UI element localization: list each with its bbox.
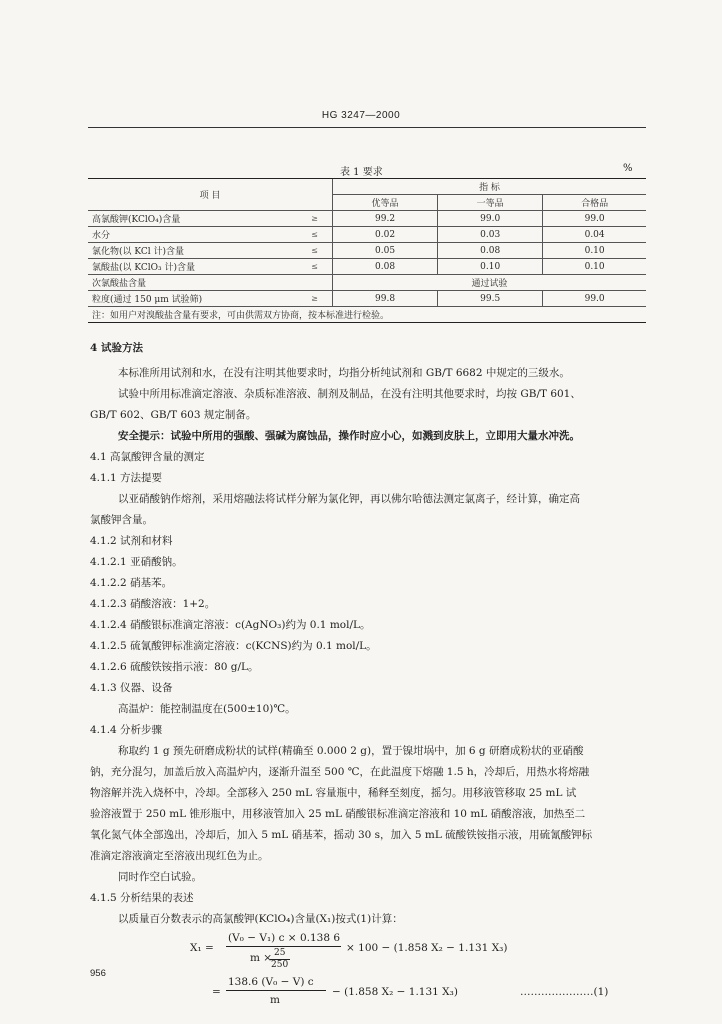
- grade-2: 一等品: [438, 195, 543, 211]
- table-note: 注：如用户对溴酸盐含量有要求，可由供需双方协商，按本标准进行检验。: [88, 307, 646, 323]
- fraction-line: [226, 946, 341, 947]
- section-heading: 4.1.4 分析步骤: [90, 724, 163, 736]
- grade-3: 合格品: [543, 195, 646, 211]
- equation-equals: =: [212, 986, 221, 998]
- row-value: 0.08: [333, 259, 438, 275]
- section-heading: 4.1.3 仪器、设备: [90, 682, 173, 694]
- equation-lhs: X₁ =: [190, 942, 214, 954]
- fraction-line: [226, 990, 326, 991]
- table-unit: %: [623, 163, 633, 174]
- safety-note: 安全提示：试验中所用的强酸、强碱为腐蚀品，操作时应小心，如溅到皮肤上，立即用大量水冲洗。: [118, 430, 580, 442]
- paragraph: 同时作空白试验。: [118, 871, 202, 883]
- paragraph: 以亚硝酸钠作熔剂，采用熔融法将试样分解为氯化钾，再以佛尔哈德法测定氯离子，经计算，确定高: [118, 493, 580, 505]
- row-value: 99.2: [333, 211, 438, 227]
- row-value: 0.02: [333, 227, 438, 243]
- section-heading: 4.1.2 试剂和材料: [90, 535, 173, 547]
- row-value: 0.05: [333, 243, 438, 259]
- page-number: 956: [90, 968, 106, 979]
- grade-1: 优等品: [333, 195, 438, 211]
- row-symbol: [297, 275, 333, 291]
- header-rule: [88, 127, 646, 128]
- equation-number: …………………(1): [520, 986, 609, 998]
- equation-rest: − (1.858 X₂ − 1.131 X₃): [332, 986, 458, 998]
- section-heading: 4.1.1 方法提要: [90, 472, 163, 484]
- equation-numerator: (V₀ − V₁) c × 0.138 6: [228, 932, 341, 944]
- row-value: 0.10: [543, 243, 646, 259]
- row-item: 水分: [88, 227, 297, 243]
- standard-header: HG 3247—2000: [321, 110, 401, 121]
- section-4-heading: 4 试验方法: [90, 342, 143, 354]
- section-heading: 4.1 高氯酸钾含量的测定: [90, 451, 205, 463]
- equation-rest: × 100 − (1.858 X₂ − 1.131 X₃): [346, 942, 508, 954]
- paragraph: 高温炉：能控制温度在(500±10)℃。: [118, 703, 296, 715]
- requirements-table: [88, 178, 646, 323]
- table-row: [88, 211, 646, 227]
- row-value: 99.0: [543, 291, 646, 307]
- paragraph: 本标准所用试剂和水，在没有注明其他要求时，均指分析纯试剂和 GB/T 6682 中规定的三级水。: [118, 367, 570, 379]
- table-row: [88, 291, 646, 307]
- list-item: 4.1.2.6 硫酸铁铵指示液：80 g/L。: [90, 661, 259, 673]
- equation-denominator-num: 25: [274, 948, 286, 958]
- paragraph: 氧化氮气体全部逸出，冷却后，加入 5 mL 硝基苯，摇动 30 s，加入 5 mL 硫酸铁铵指示液，用硫氰酸钾标: [90, 829, 593, 841]
- row-value: 99.8: [333, 291, 438, 307]
- row-symbol: ≤: [297, 243, 333, 259]
- row-value: 0.03: [438, 227, 543, 243]
- row-value: 99.0: [543, 211, 646, 227]
- list-item: 4.1.2.5 硫氰酸钾标准滴定溶液：c(KCNS)约为 0.1 mol/L。: [90, 640, 377, 652]
- row-symbol: ≥: [297, 291, 333, 307]
- equation-denominator-den: 250: [271, 960, 289, 970]
- table-title: 表 1 要求: [340, 167, 383, 178]
- row-value: 0.10: [543, 259, 646, 275]
- row-merged-value: 通过试验: [333, 275, 647, 291]
- paragraph: 准滴定溶液滴定至溶液出现红色为止。: [90, 850, 269, 862]
- row-item: 氯酸盐(以 KClO₃ 计)含量: [88, 259, 297, 275]
- row-item: 高氯酸钾(KClO₄)含量: [88, 211, 297, 227]
- row-value: 99.0: [438, 211, 543, 227]
- list-item: 4.1.2.1 亚硝酸钠。: [90, 556, 183, 568]
- table-row: [88, 275, 646, 291]
- list-item: 4.1.2.2 硝基苯。: [90, 577, 173, 589]
- row-value: 0.04: [543, 227, 646, 243]
- paragraph: 物溶解并洗入烧杯中，冷却。全部移入 250 mL 容量瓶中，稀释至刻度，摇匀。用移液管移取 25 mL 试: [90, 787, 577, 799]
- paragraph: 以质量百分数表示的高氯酸钾(KClO₄)含量(X₁)按式(1)计算：: [118, 913, 403, 925]
- paragraph: 称取约 1 g 预先研磨成粉状的试样(精确至 0.000 2 g)，置于镍坩埚中，加 6 g 研磨成粉状的亚硝酸: [118, 745, 584, 757]
- row-symbol: ≤: [297, 259, 333, 275]
- list-item: 4.1.2.4 硝酸银标准滴定溶液：c(AgNO₃)约为 0.1 mol/L。: [90, 619, 371, 631]
- header-item: 项 目: [88, 179, 333, 211]
- row-item: 粒度(通过 150 μm 试验筛): [88, 291, 297, 307]
- paragraph: 试验中所用标准滴定溶液、杂质标准溶液、制剂及制品，在没有注明其他要求时，均按 GB/T 601、: [118, 388, 581, 400]
- table-note-row: [88, 307, 646, 323]
- table-row: [88, 259, 646, 275]
- row-item: 氯化物(以 KCl 计)含量: [88, 243, 297, 259]
- section-heading: 4.1.5 分析结果的表述: [90, 892, 194, 904]
- row-value: 0.10: [438, 259, 543, 275]
- paragraph: GB/T 602、GB/T 603 规定制备。: [90, 409, 257, 421]
- paragraph: 氯酸钾含量。: [90, 514, 153, 526]
- row-value: 99.5: [438, 291, 543, 307]
- table-row: [88, 243, 646, 259]
- table-header-row-1: [88, 179, 646, 195]
- equation-denominator: m: [270, 994, 280, 1006]
- row-item: 次氯酸盐含量: [88, 275, 297, 291]
- paragraph: 钠，充分混匀，加盖后放入高温炉内，逐渐升温至 500 ℃，在此温度下熔融 1.5 h，冷却后，用热水将熔融: [90, 766, 590, 778]
- table-row: [88, 227, 646, 243]
- row-value: 0.08: [438, 243, 543, 259]
- row-symbol: ≥: [297, 211, 333, 227]
- header-group: 指 标: [333, 179, 647, 195]
- list-item: 4.1.2.3 硝酸溶液：1+2。: [90, 598, 216, 610]
- paragraph: 验溶液置于 250 mL 锥形瓶中，用移液管加入 25 mL 硝酸银标准滴定溶液和 10 mL 硝酸溶液，加热至二: [90, 808, 586, 820]
- equation-denominator: m ×: [250, 952, 273, 964]
- equation-numerator: 138.6 (V₀ − V) c: [228, 976, 314, 988]
- row-symbol: ≤: [297, 227, 333, 243]
